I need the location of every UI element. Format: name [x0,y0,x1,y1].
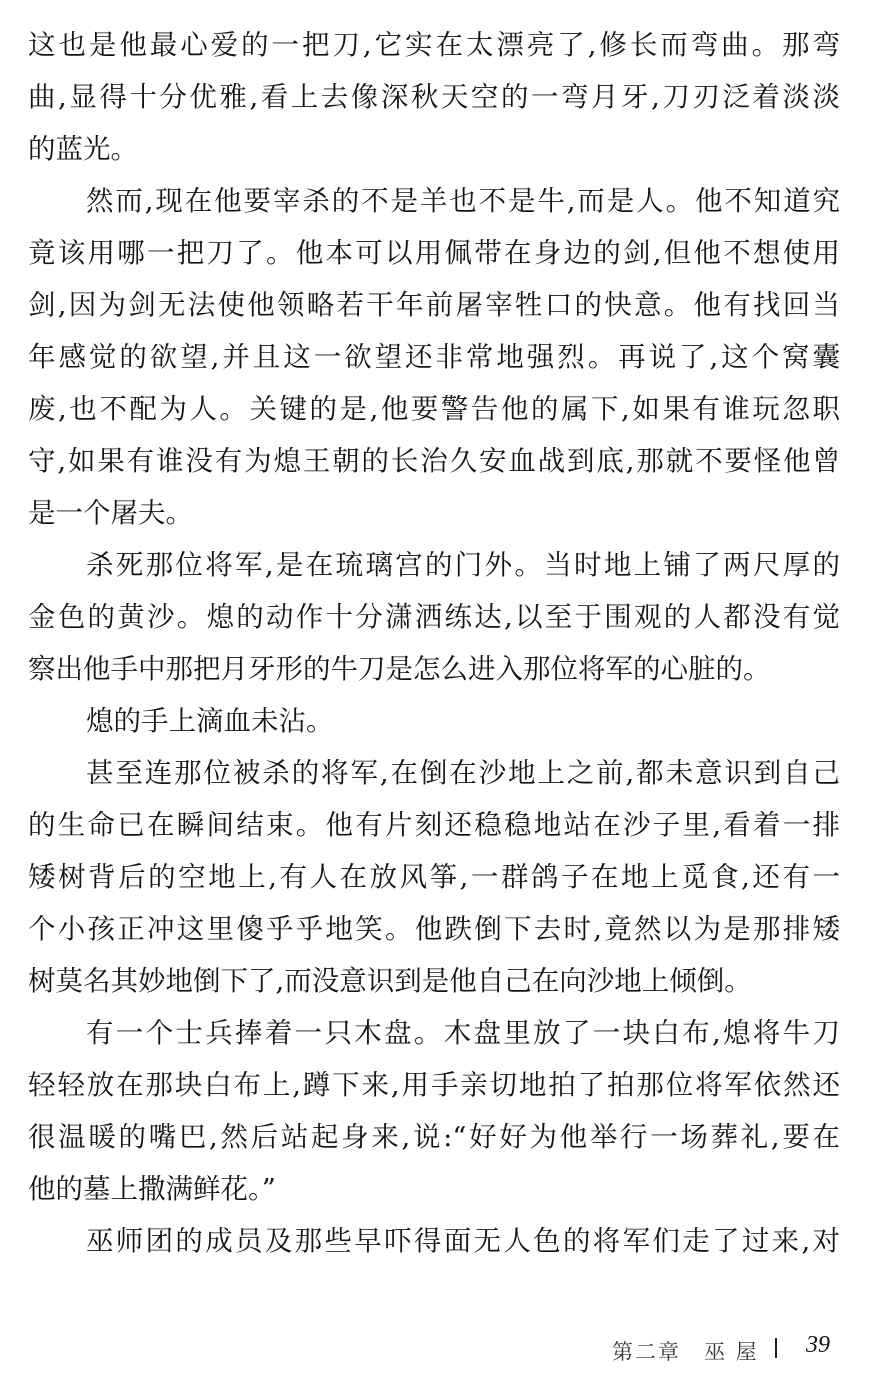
text-line: 巫师团的成员及那些早吓得面无人色的将军们走了过来,对 [86,1225,840,1257]
text-line: 的蓝光。 [28,133,138,165]
text-line: 剑,因为剑无法使他领略若干年前屠宰牲口的快意。他有找回当 [28,289,840,321]
text-line: 然而,现在他要宰杀的不是羊也不是牛,而是人。他不知道究 [86,185,840,217]
text-line: 这也是他最心爱的一把刀,它实在太漂亮了,修长而弯曲。那弯 [28,29,840,61]
text-line: 曲,显得十分优雅,看上去像深秋天空的一弯月牙,刀刃泛着淡淡 [28,81,840,113]
footer-separator [775,1338,777,1358]
text-line: 察出他手中那把月牙形的牛刀是怎么进入那位将军的心脏的。 [28,653,771,685]
text-line: 废,也不配为人。关键的是,他要警告他的属下,如果有谁玩忽职 [28,393,840,425]
page-number: 39 [806,1332,830,1358]
text-line: 年感觉的欲望,并且这一欲望还非常地强烈。再说了,这个窝囊 [28,341,840,373]
text-line: 的生命已在瞬间结束。他有片刻还稳稳地站在沙子里,看着一排 [28,809,840,841]
text-line: 竟该用哪一把刀了。他本可以用佩带在身边的剑,但他不想使用 [28,237,840,269]
text-line: 熄的手上滴血未沾。 [86,705,334,737]
text-line: 有一个士兵捧着一只木盘。木盘里放了一块白布,熄将牛刀 [86,1017,840,1049]
text-line: 杀死那位将军,是在琉璃宫的门外。当时地上铺了两尺厚的 [86,549,840,581]
text-line: 树莫名其妙地倒下了,而没意识到是他自己在向沙地上倾倒。 [28,965,752,997]
text-line: 矮树背后的空地上,有人在放风筝,一群鸽子在地上觅食,还有一 [28,861,840,893]
text-line: 他的墓上撒满鲜花。” [28,1173,276,1205]
text-line: 守,如果有谁没有为熄王朝的长治久安血战到底,那就不要怪他曾 [28,445,840,477]
running-head-chapter-title: 第二章 巫 屋 [612,1340,759,1364]
text-line: 个小孩正冲这里傻乎乎地笑。他跌倒下去时,竟然以为是那排矮 [28,913,840,945]
text-line: 金色的黄沙。熄的动作十分潇洒练达,以至于围观的人都没有觉 [28,601,840,633]
text-line: 甚至连那位被杀的将军,在倒在沙地上之前,都未意识到自己 [86,757,840,789]
text-line: 是一个屠夫。 [28,497,193,529]
text-line: 很温暖的嘴巴,然后站起身来,说:“好好为他举行一场葬礼,要在 [28,1121,840,1153]
page-footer [0,1330,872,1370]
text-line: 轻轻放在那块白布上,蹲下来,用手亲切地拍了拍那位将军依然还 [28,1069,840,1101]
